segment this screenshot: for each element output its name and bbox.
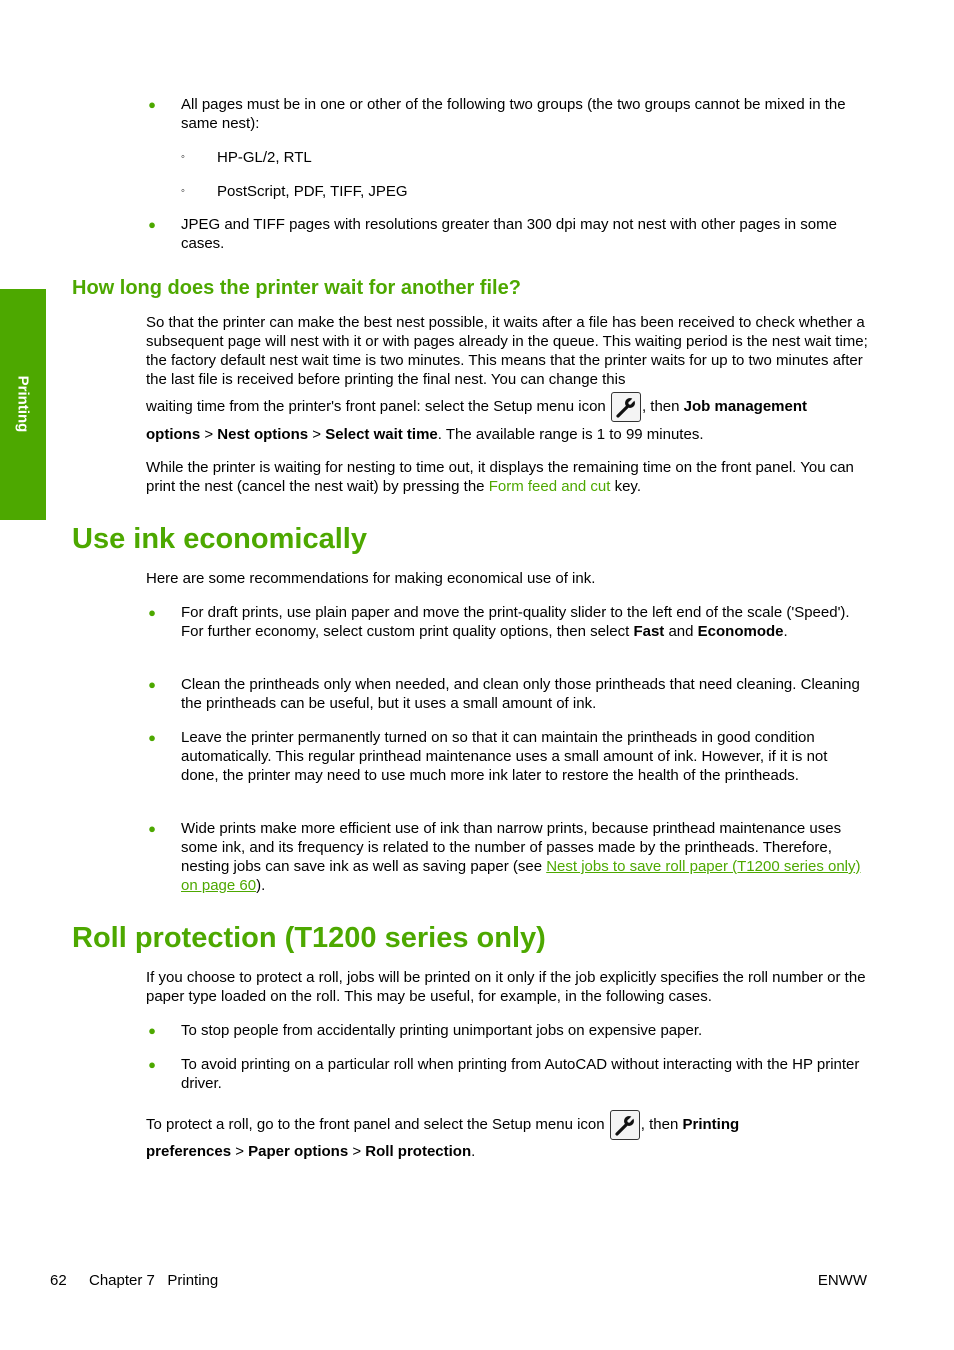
section-heading-roll: Roll protection (T1200 series only) — [72, 922, 546, 954]
bullet-text: To avoid printing on a particular roll when printing from AutoCAD without interacting with the HP printer driver. — [181, 1056, 860, 1092]
form-feed-and-cut-key: Form feed and cut — [488, 478, 611, 495]
text: key. — [610, 478, 641, 495]
side-tab-label: Printing — [14, 375, 32, 433]
sub-bullet-text: HP-GL/2, RTL — [217, 149, 312, 166]
bullet-text: For draft prints, use plain paper and move the print-quality slider to the left end of the scale ('Speed'). For further economy, select custom print quality options, then select Fast and Economode. — [181, 604, 850, 640]
paragraph-roll-intro: If you choose to protect a roll, jobs will be printed on it only if the job explicitly specifies the roll number or the paper type loaded on the roll. This may be useful, for example, in the following cases. — [146, 969, 866, 1005]
text: waiting time from the printer's front panel: select the Setup menu icon — [146, 398, 606, 415]
bullet-text: JPEG and TIFF pages with resolutions greater than 300 dpi may not nest with other pages in some cases. — [181, 216, 837, 252]
bold-economode: Economode — [697, 623, 784, 640]
paragraph-roll-final-path — [146, 1142, 868, 1161]
separator: > — [348, 1143, 366, 1160]
bold-fast: Fast — [633, 623, 665, 640]
section-heading-wait: How long does the printer wait for another file? — [72, 277, 521, 299]
bullet-marker: ● — [148, 605, 156, 620]
text: , then — [640, 1116, 683, 1133]
bullet-marker: ● — [148, 97, 156, 112]
nest-jobs-link[interactable]: Nest jobs to save roll paper (T1200 series only) on page 60 — [181, 858, 861, 894]
separator: > — [231, 1143, 249, 1160]
bullet-marker: ● — [148, 1057, 156, 1072]
text: While the printer is waiting for nesting to time out, it displays the remaining time on the front panel. You can print the nest (cancel the nest wait) by pressing the — [146, 459, 854, 495]
setup-menu-icon — [611, 392, 641, 422]
menu-path-roll-protection: Roll protection — [365, 1143, 472, 1160]
footer-chapter: Chapter 7 Printing — [89, 1272, 219, 1289]
bullet-text: Leave the printer permanently turned on so that it can maintain the printheads in good condition automatically. This regular printhead maintenance uses a small amount of ink. However, if it is not done, the printer may need to use much more ink later to restore the health of the printheads. — [181, 729, 828, 784]
menu-path-paper-options: Paper options — [248, 1143, 349, 1160]
wrench-icon — [613, 1113, 637, 1137]
bullet-marker: ● — [148, 677, 156, 692]
menu-path-preferences: preferences — [146, 1143, 232, 1160]
menu-path-printing: Printing — [682, 1116, 740, 1133]
menu-path-nest-options: Nest options — [217, 426, 309, 443]
text: . — [471, 1143, 476, 1160]
text: , then — [641, 398, 684, 415]
bullet-text: Clean the printheads only when needed, and clean only those printheads that need cleaning. Cleaning the printheads can be useful, but it uses a small amount of ink. — [181, 676, 860, 712]
bullet-marker: ● — [148, 1023, 156, 1038]
text: . The available range is 1 to 99 minutes. — [437, 426, 704, 443]
menu-path-select-wait-time: Select wait time — [325, 426, 438, 443]
bullet-text: To stop people from accidentally printing unimportant jobs on expensive paper. — [181, 1022, 703, 1039]
paragraph-wait-1-cont — [146, 392, 868, 424]
footer-enww: ENWW — [817, 1272, 867, 1289]
bullet-text: Wide prints make more efficient use of ink than narrow prints, because printhead maintenance uses some ink, and its frequency is related to the number of passes made by the printheads. Therefore, nesting jobs can save ink as well as saving paper (see Nest jobs to save roll paper (T1200 series only) on page 60). — [181, 820, 861, 894]
paragraph-wait-1-path — [146, 425, 868, 444]
paragraph-wait-1: So that the printer can make the best nest possible, it waits after a file has been received to check whether a subsequent page will nest with it or with pages already in the queue. This waiting period is the nest wait time; the factory default nest wait time is two minutes. This means that the printer waits for up to two minutes after the last file is received before printing the final nest. You can change this — [146, 314, 868, 388]
bullet-marker: ● — [148, 821, 156, 836]
setup-menu-icon — [610, 1110, 640, 1140]
page-number: 62 — [50, 1272, 67, 1289]
menu-path-options: options — [146, 426, 201, 443]
sub-bullet-marker: ◦ — [181, 185, 185, 197]
paragraph-roll-final — [146, 1110, 868, 1142]
separator: > — [308, 426, 326, 443]
separator: > — [200, 426, 218, 443]
sub-bullet-text: PostScript, PDF, TIFF, JPEG — [217, 183, 408, 200]
paragraph-wait-2 — [146, 458, 868, 496]
chapter-side-tab — [0, 289, 46, 520]
menu-path-job-management: Job management — [683, 398, 808, 415]
bullet-marker: ● — [148, 217, 156, 232]
sub-bullet-marker: ◦ — [181, 151, 185, 163]
bullet-marker: ● — [148, 730, 156, 745]
text: To protect a roll, go to the front panel and select the Setup menu icon — [146, 1116, 605, 1133]
wrench-icon — [614, 395, 638, 419]
bullet-text: All pages must be in one or other of the following two groups (the two groups cannot be mixed in the same nest): — [181, 96, 846, 132]
section-heading-ink: Use ink economically — [72, 523, 367, 555]
paragraph-ink-intro: Here are some recommendations for making economical use of ink. — [146, 570, 596, 587]
